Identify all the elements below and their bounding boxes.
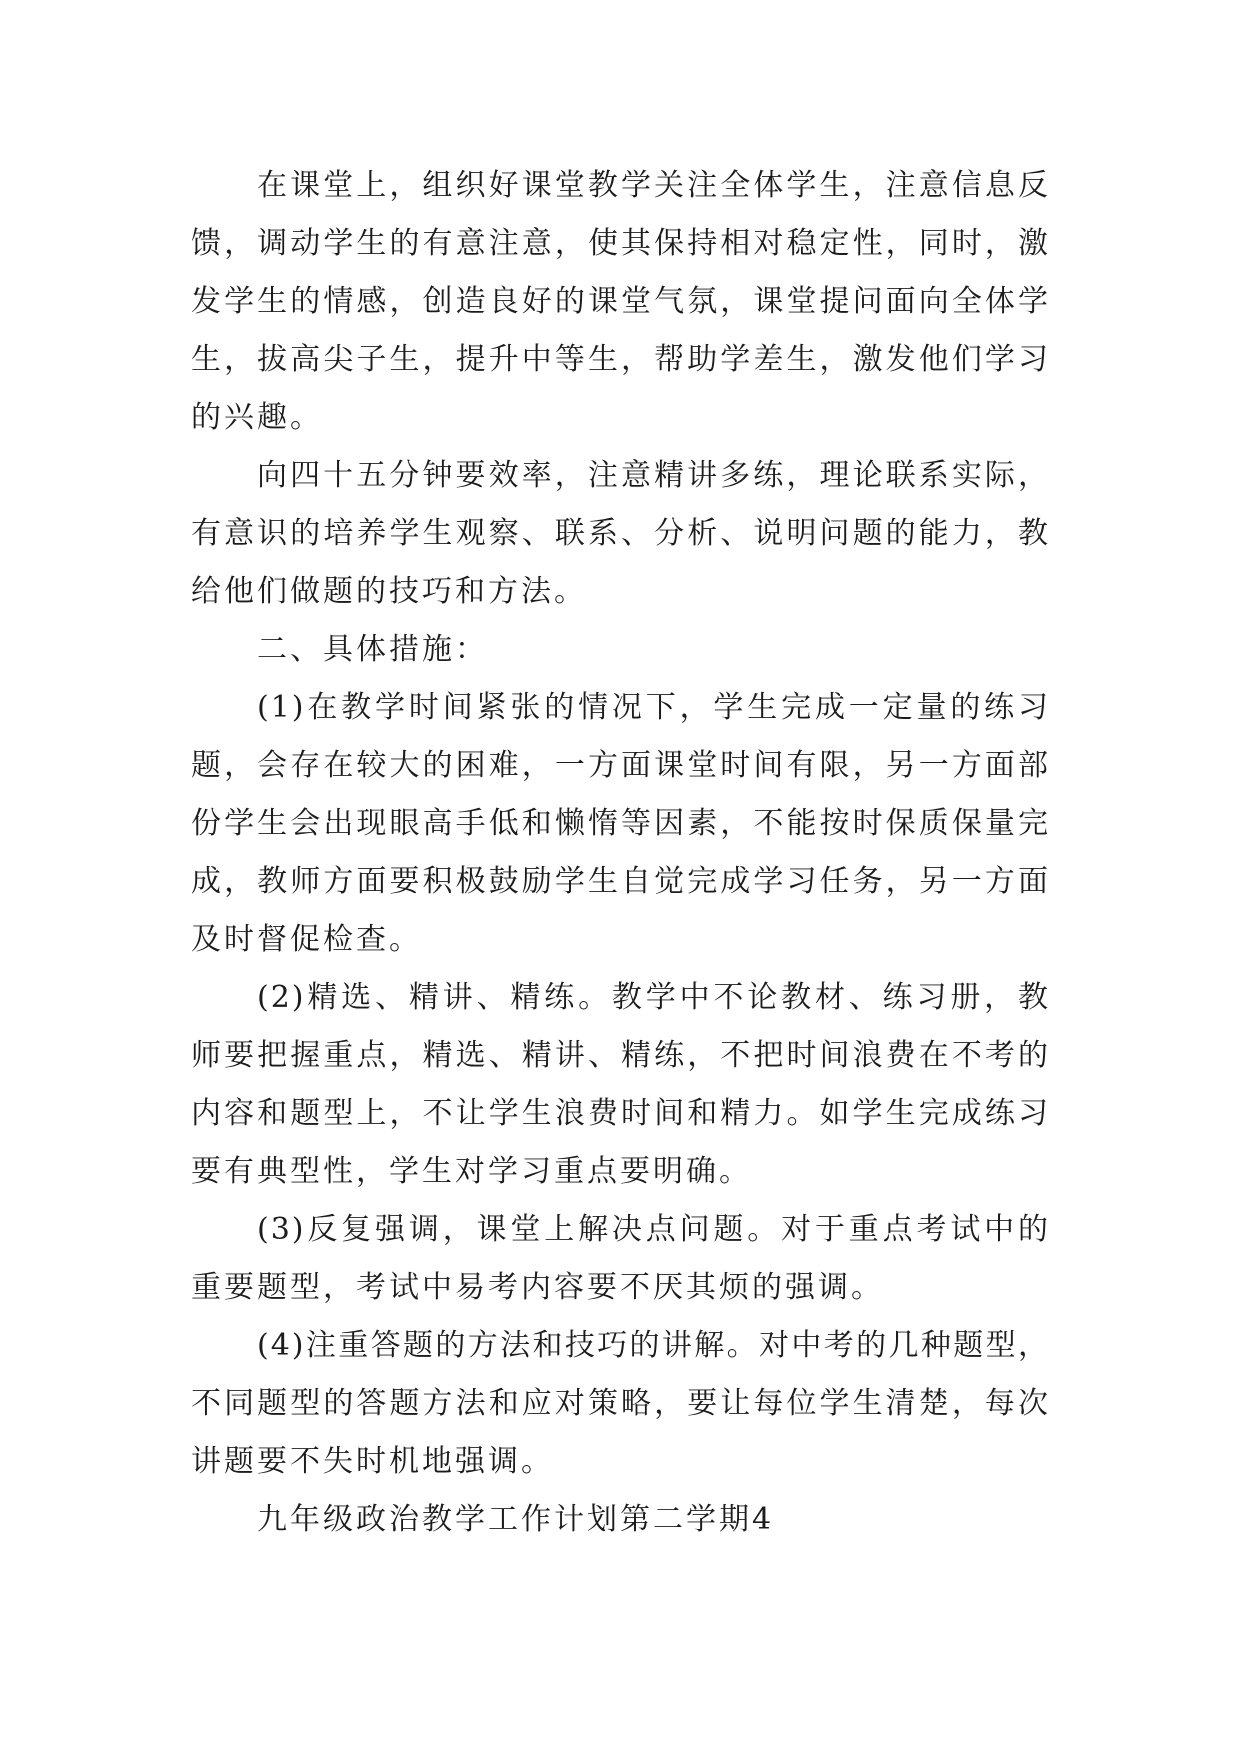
text-line: 给他们做题的技巧和方法。 <box>191 574 587 609</box>
text-line: 成，教师方面要积极鼓励学生自觉完成学习任务，另一方面 <box>191 864 1050 899</box>
text-line: 师要把握重点，精选、精讲、精练，不把时间浪费在不考的 <box>191 1038 1050 1073</box>
text-line: 不同题型的答题方法和应对策略，要让每位学生清楚，每次 <box>191 1386 1050 1421</box>
section-heading: 二、具体措施： <box>257 632 488 667</box>
text-line: 有意识的培养学生观察、联系、分析、说明问题的能力，教 <box>191 516 1050 551</box>
text-line: 及时督促检查。 <box>191 922 422 957</box>
text-line: 发学生的情感，创造良好的课堂气氛，课堂提问面向全体学 <box>191 284 1050 319</box>
text-line: (4)注重答题的方法和技巧的讲解。对中考的几种题型， <box>257 1328 1050 1363</box>
text-line: 要有典型性，学生对学习重点要明确。 <box>191 1154 752 1189</box>
text-line: 在课堂上，组织好课堂教学关注全体学生，注意信息反 <box>257 168 1050 203</box>
text-line: 的兴趣。 <box>191 400 323 435</box>
text-line: (2)精选、精讲、精练。教学中不论教材、练习册，教 <box>257 980 1050 1015</box>
text-line: 内容和题型上，不让学生浪费时间和精力。如学生完成练习 <box>191 1096 1050 1131</box>
text-line: 讲题要不失时机地强调。 <box>191 1444 554 1479</box>
text-line: (3)反复强调，课堂上解决点问题。对于重点考试中的 <box>257 1212 1050 1247</box>
text-line: 生，拔高尖子生，提升中等生，帮助学差生，激发他们学习 <box>191 342 1050 377</box>
document-subtitle: 九年级政治教学工作计划第二学期4 <box>257 1502 775 1537</box>
text-line: (1)在教学时间紧张的情况下，学生完成一定量的练习 <box>257 690 1050 725</box>
text-line: 向四十五分钟要效率，注意精讲多练，理论联系实际， <box>257 458 1050 493</box>
text-line: 份学生会出现眼高手低和懒惰等因素，不能按时保质保量完 <box>191 806 1050 841</box>
text-line: 重要题型，考试中易考内容要不厌其烦的强调。 <box>191 1270 884 1305</box>
text-line: 馈，调动学生的有意注意，使其保持相对稳定性，同时，激 <box>191 226 1050 261</box>
text-line: 题，会存在较大的困难，一方面课堂时间有限，另一方面部 <box>191 748 1050 783</box>
